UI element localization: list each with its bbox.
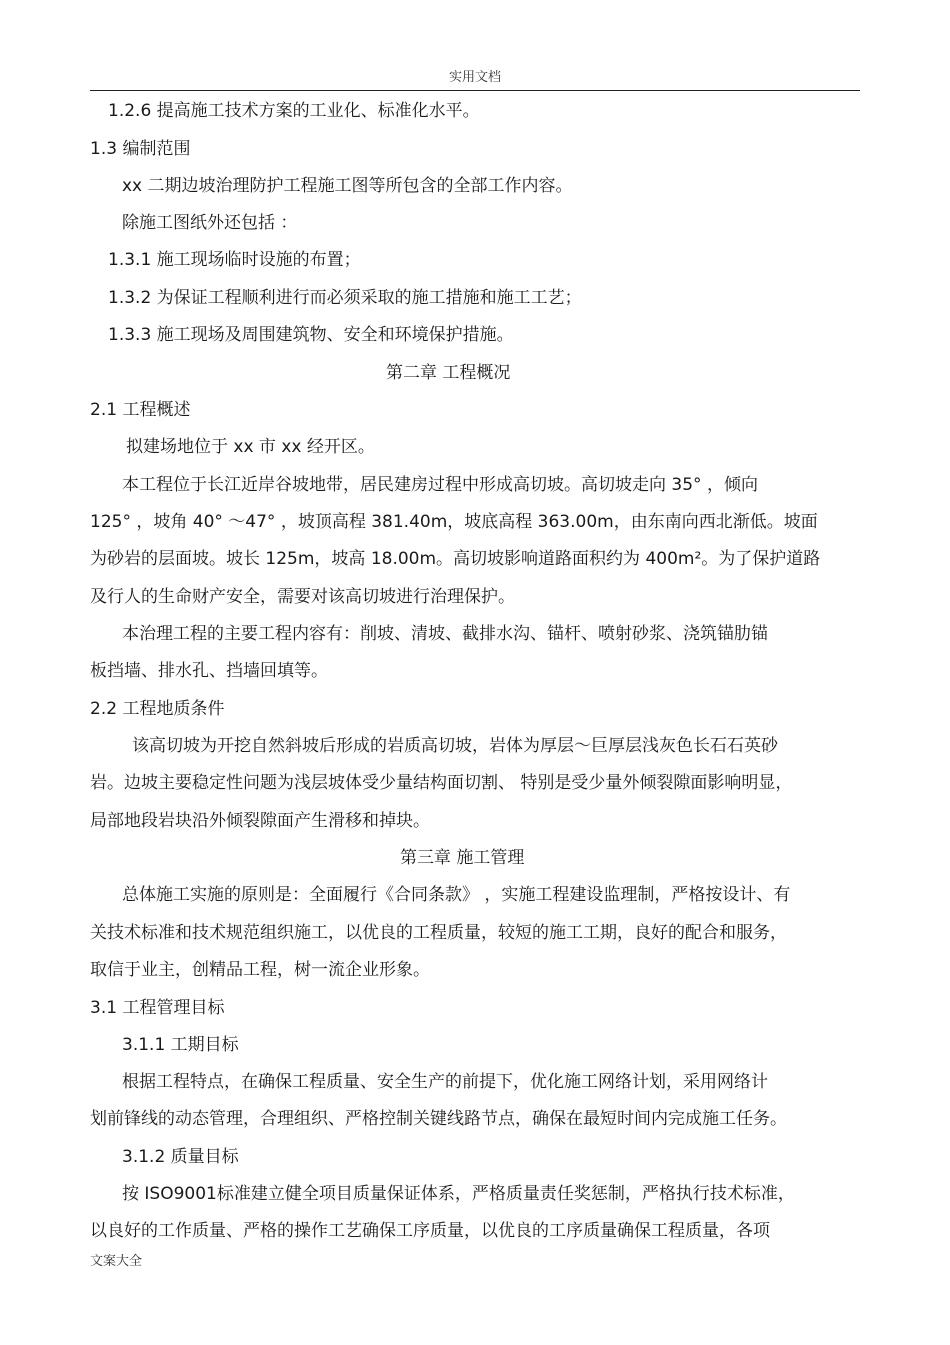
text-line: 取信于业主，创精品工程，树一流企业形象。: [90, 960, 430, 980]
section-heading: 2.2 工程地质条件: [90, 699, 225, 719]
section-heading: 2.1 工程概述: [90, 400, 191, 420]
text-line: 总体施工实施的原则是：全面履行《合同条款》 ，实施工程建设监理制，严格按设计、有: [122, 885, 791, 905]
text-line: 1.3.1 施工现场临时设施的布置；: [108, 250, 361, 270]
text-line: xx 二期边坡治理防护工程施工图等所包含的全部工作内容。: [122, 176, 573, 196]
text-line: 关技术标准和技术规范组织施工，以优良的工程质量，较短的施工工期，良好的配合和服务，: [90, 923, 787, 943]
text-line: 125° ，坡角 40° ～47° ，坡顶高程 381.40m，坡底高程 363.00m，由东南向西北渐低。坡面: [90, 512, 818, 532]
text-line: 1.2.6 提高施工技术方案的工业化、标准化水平。: [108, 101, 480, 121]
text-line: 板挡墙、排水孔、挡墙回填等。: [90, 661, 328, 681]
section-heading: 3.1 工程管理目标: [90, 998, 225, 1018]
text-line: 除施工图纸外还包括 ：: [122, 213, 298, 233]
page-header: 实用文档: [448, 70, 501, 85]
text-line: 根据工程特点，在确保工程质量、安全生产的前提下，优化施工网络计划，采用网络计: [122, 1072, 768, 1092]
text-line: 拟建场地位于 xx 市 xx 经开区。: [126, 437, 375, 457]
text-line: 1.3.2 为保证工程顺利进行而必须采取的施工措施和施工工艺；: [108, 288, 582, 308]
text-line: 该高切坡为开挖自然斜坡后形成的岩质高切坡，岩体为厚层～巨厚层浅灰色长石石英砂: [132, 736, 778, 756]
text-line: 按 ISO9001标准建立健全项目质量保证体系，严格质量责任奖惩制，严格执行技术标准，: [122, 1184, 795, 1204]
text-line: 本工程位于长江近岸谷坡地带，居民建房过程中形成高切坡。高切坡走向 35° ，倾向: [122, 475, 758, 495]
subsection-heading: 3.1.2 质量目标: [122, 1147, 239, 1167]
section-heading: 1.3 编制范围: [90, 139, 191, 159]
text-line: 及行人的生命财产安全，需要对该高切坡进行治理保护。: [90, 587, 515, 607]
text-line: 本治理工程的主要工程内容有：削坡、清坡、截排水沟、锚杆、喷射砂浆、浇筑锚肋锚: [122, 624, 768, 644]
text-line: 1.3.3 施工现场及周围建筑物、安全和环境保护措施。: [108, 325, 514, 345]
page-footer: 文案大全: [90, 1254, 143, 1269]
chapter-title: 第二章 工程概况: [386, 363, 511, 383]
text-line: 以良好的工作质量、严格的操作工艺确保工序质量，以优良的工序质量确保工程质量，各项: [90, 1221, 770, 1241]
text-line: 岩。边坡主要稳定性问题为浅层坡体受少量结构面切割、 特别是受少量外倾裂隙面影响明显，: [90, 773, 793, 793]
text-line: 划前锋线的动态管理，合理组织、严格控制关键线路节点，确保在最短时间内完成施工任务。: [90, 1109, 787, 1129]
chapter-title: 第三章 施工管理: [400, 848, 525, 868]
header-rule: [90, 90, 860, 91]
text-line: 局部地段岩块沿外倾裂隙面产生滑移和掉块。: [90, 811, 430, 831]
subsection-heading: 3.1.1 工期目标: [122, 1035, 239, 1055]
text-line: 为砂岩的层面坡。坡长 125m，坡高 18.00m。高切坡影响道路面积约为 400m²。为了保护道路: [90, 549, 821, 569]
